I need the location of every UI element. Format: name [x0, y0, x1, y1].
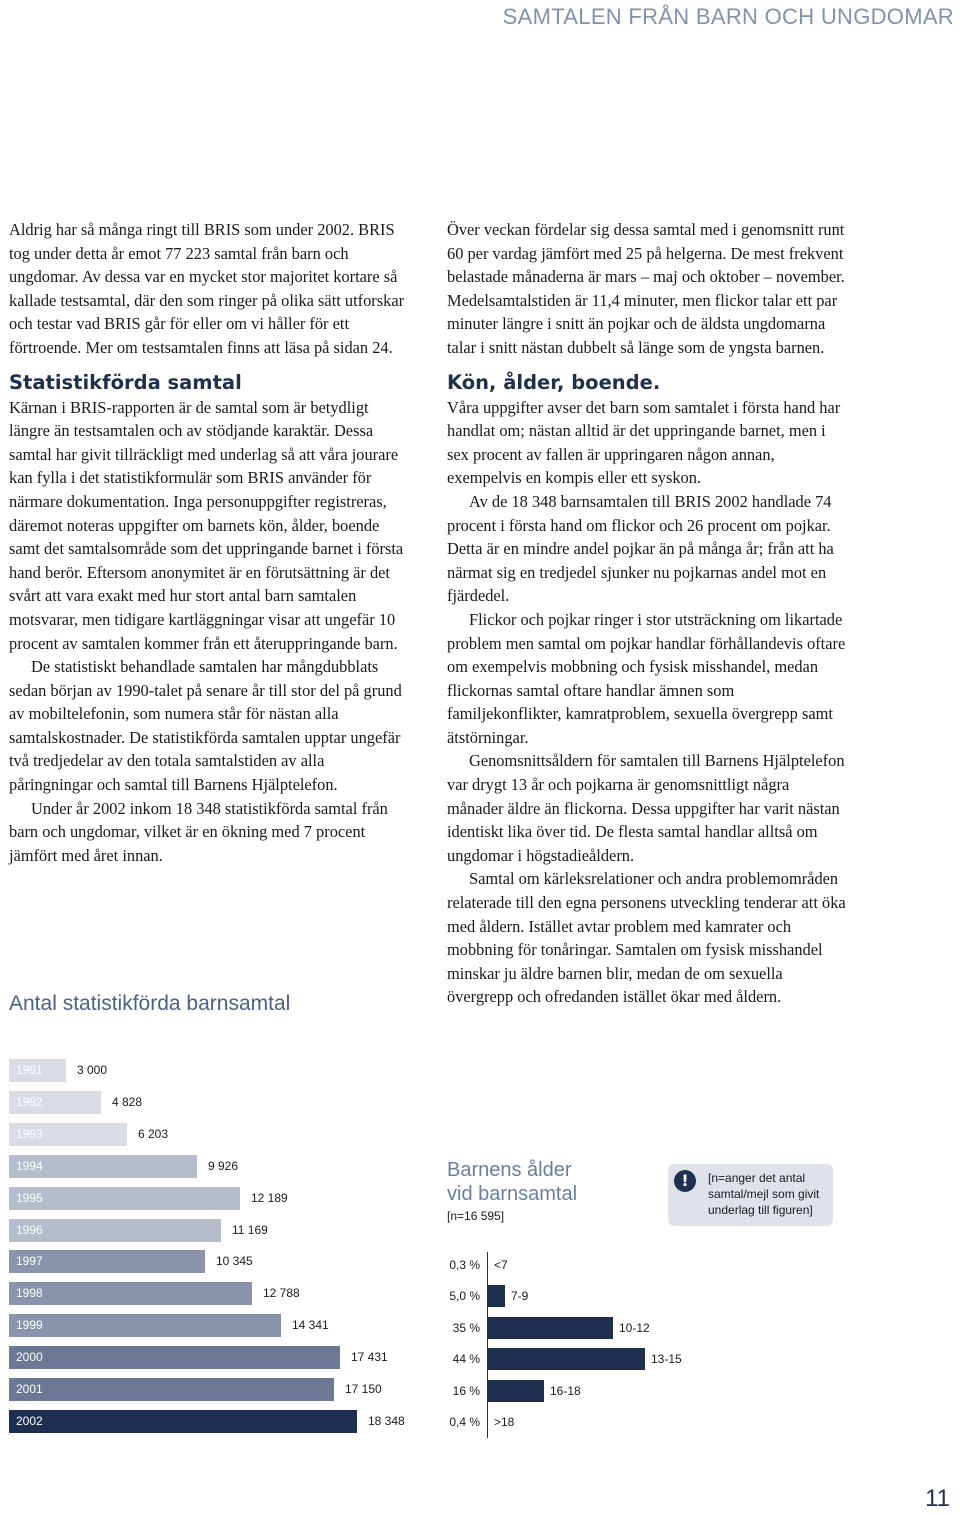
chart-data-label: 12 788: [263, 1286, 300, 1300]
chart-data-label: 18 348: [368, 1414, 405, 1428]
section-heading: Kön, ålder, boende.: [447, 370, 661, 394]
age-bar: [487, 1348, 645, 1370]
chart-data-label: 10 345: [216, 1254, 253, 1268]
chart-bar: 2000: [9, 1346, 340, 1369]
age-percent-label: 44 %: [452, 1352, 480, 1366]
paragraph: Genomsnittsåldern för samtalen till Barnens Hjälptelefon var drygt 13 år och pojkarna är genomsnittligt några månader äldre än flickorna. Dessa uppgifter har varit nästan identiskt lika över tid. De flesta samtal handlar alltså om ungdomar i högstadieåldern.: [447, 751, 845, 865]
chart-data-label: 14 341: [292, 1318, 329, 1332]
age-category-label: 13-15: [651, 1352, 682, 1366]
running-header: SAMTALEN FRÅN BARN OCH UNGDOMAR: [502, 4, 954, 29]
age-percent-label: 0,4 %: [449, 1415, 480, 1429]
right-column: [447, 218, 847, 1009]
age-bar: [487, 1285, 505, 1307]
chart-bar: 2001: [9, 1378, 334, 1401]
info-box: [668, 1164, 833, 1226]
chart-bar: 2002: [9, 1410, 357, 1433]
page-number: 11: [925, 1485, 950, 1512]
paragraph: Samtal om kärleksrelationer och andra problemområden relaterade till den egna personens utveckling tenderar att öka med åldern. Istället avtar problem med kamrater och mobbning för tonåringar. Samtalen om fysisk misshandel minskar ju äldre barnen blir, medan de om sexuella övergrepp och ofredanden istället ökar med åldern.: [447, 869, 846, 1007]
chart-bar: 1996: [9, 1219, 221, 1242]
info-box-text: [n=anger det antal samtal/mejl som givit underlag till figuren]: [708, 1171, 820, 1217]
chart-data-label: 12 189: [251, 1191, 288, 1205]
age-percent-label: 0,3 %: [449, 1258, 480, 1272]
chart-data-label: 17 150: [345, 1382, 382, 1396]
age-category-label: 7-9: [511, 1289, 529, 1303]
age-chart-title: [447, 1158, 597, 1206]
paragraph: Kärnan i BRIS-rapporten är de samtal som är betydligt längre än testsamtalen och av stödjande karaktär. Dessa samtal har givit tillräckligt med underlag så att våra jourare kan fylla i det statistikformulär som BRIS använder för närmare dokumentation. Inga personuppgifter registreras, däremot noteras uppgifter om barnets kön, ålder, boende samt det samtalsområde som det uppringande barnet i första hand berör. Eftersom anonymitet är en förutsättning är det svårt att vara exakt med hur stort antal barn samtalen motsvarar, men tidigare kartläggningar visar att ungefär 10 procent av samtalen kommer från ett återuppringande barn.: [9, 397, 404, 653]
paragraph: Aldrig har så många ringt till BRIS som under 2002. BRIS tog under detta år emot 77 223 samtal från barn och ungdomar. Av dessa var en mycket stor majoritet kortare så kallade testsamtal, där den som ringer på olika sätt utforskar och testar vad BRIS går för eller om vi håller för ett förtroende. Mer om testsamtalen finns att läsa på sidan 24.: [9, 220, 405, 357]
age-percent-label: 16 %: [452, 1384, 480, 1398]
chart-bar: 1995: [9, 1187, 240, 1210]
chart-data-label: 6 203: [138, 1127, 169, 1141]
paragraph: Under år 2002 inkom 18 348 statistikförda samtal från barn och ungdomar, vilket är en ökning med 7 procent jämfört med året innan.: [9, 798, 388, 865]
section-heading: Statistikförda samtal: [9, 370, 242, 394]
chart-bar: 1992: [9, 1091, 101, 1114]
age-bar: [487, 1317, 613, 1339]
chart-bar: 1993: [9, 1123, 127, 1146]
age-bar: [487, 1254, 488, 1276]
chart-data-label: 9 926: [208, 1159, 239, 1173]
paragraph: Flickor och pojkar ringer i stor utsträckning om likartade problem men samtal om pojkar handlar förhållandevis oftare om exempelvis mobbning och fysisk misshandel, medan flickornas samtal oftare handlar ämnen som familjekonflikter, kamratproblem, sexuella övergrepp samt ätstörningar.: [447, 609, 846, 747]
left-column: [9, 218, 409, 867]
chart-bar: 1999: [9, 1314, 281, 1337]
chart-data-label: 3 000: [77, 1063, 108, 1077]
paragraph: Av de 18 348 barnsamtalen till BRIS 2002 handlade 74 procent i första hand om flickor och 26 procent om pojkar. Detta är en mindre andel pojkar än på många år; från att ha närmat sig en tredjedel sjunker nu pojkarnas andel mot en fjärdedel.: [447, 491, 834, 606]
chart-bar: 1998: [9, 1282, 252, 1305]
chart-bar: 1991: [9, 1059, 66, 1082]
age-percent-label: 5,0 %: [449, 1289, 480, 1303]
paragraph: Våra uppgifter avser det barn som samtalet i första hand har handlat om; nästan alltid är det uppringande barnet, men i sex procent av fallen är uppringaren någon annan, exempelvis en kompis eller ett syskon.: [447, 397, 841, 488]
age-bar: [487, 1380, 544, 1402]
exclamation-icon: !: [674, 1170, 696, 1192]
age-category-label: >18: [494, 1415, 515, 1429]
chart-data-label: 4 828: [112, 1095, 143, 1109]
chart-data-label: 11 169: [232, 1223, 268, 1237]
age-percent-label: 35 %: [452, 1321, 480, 1335]
age-chart-title-text: Barnens ålder vid barnsamtal: [447, 1159, 578, 1205]
paragraph: Över veckan fördelar sig dessa samtal med i genomsnitt runt 60 per vardag jämfört med 25 på helgerna. De mest frekvent belastade månaderna är mars – maj och oktober – november. Medelsamtalstiden är 11,4 minuter, men flickor talar ett par minuter längre i snitt än pojkar och de äldsta ungdomarna talar i snitt nästan dubbelt så länge som de yngsta barnen.: [447, 220, 845, 357]
chart-bar: 1994: [9, 1155, 197, 1178]
age-category-label: 16-18: [550, 1384, 581, 1398]
age-category-label: 10-12: [619, 1321, 650, 1335]
age-category-label: <7: [494, 1258, 508, 1272]
chart-data-label: 17 431: [351, 1350, 388, 1364]
age-chart-note: [n=16 595]: [447, 1209, 505, 1223]
age-bar: [487, 1411, 488, 1433]
chart-title: Antal statistikförda barnsamtal: [9, 992, 291, 1015]
chart-bar: 1997: [9, 1250, 205, 1273]
paragraph: De statistiskt behandlade samtalen har mångdubblats sedan början av 1990-talet på senare år till stor del på grund av mobiltelefonin, som numera står för nästan alla samtalskostnader. De statistikförda samtalen upptar ungefär två tredjedelar av den totala samtalstiden av alla påringningar och samtal till Barnens Hjälptelefon.: [9, 657, 402, 795]
